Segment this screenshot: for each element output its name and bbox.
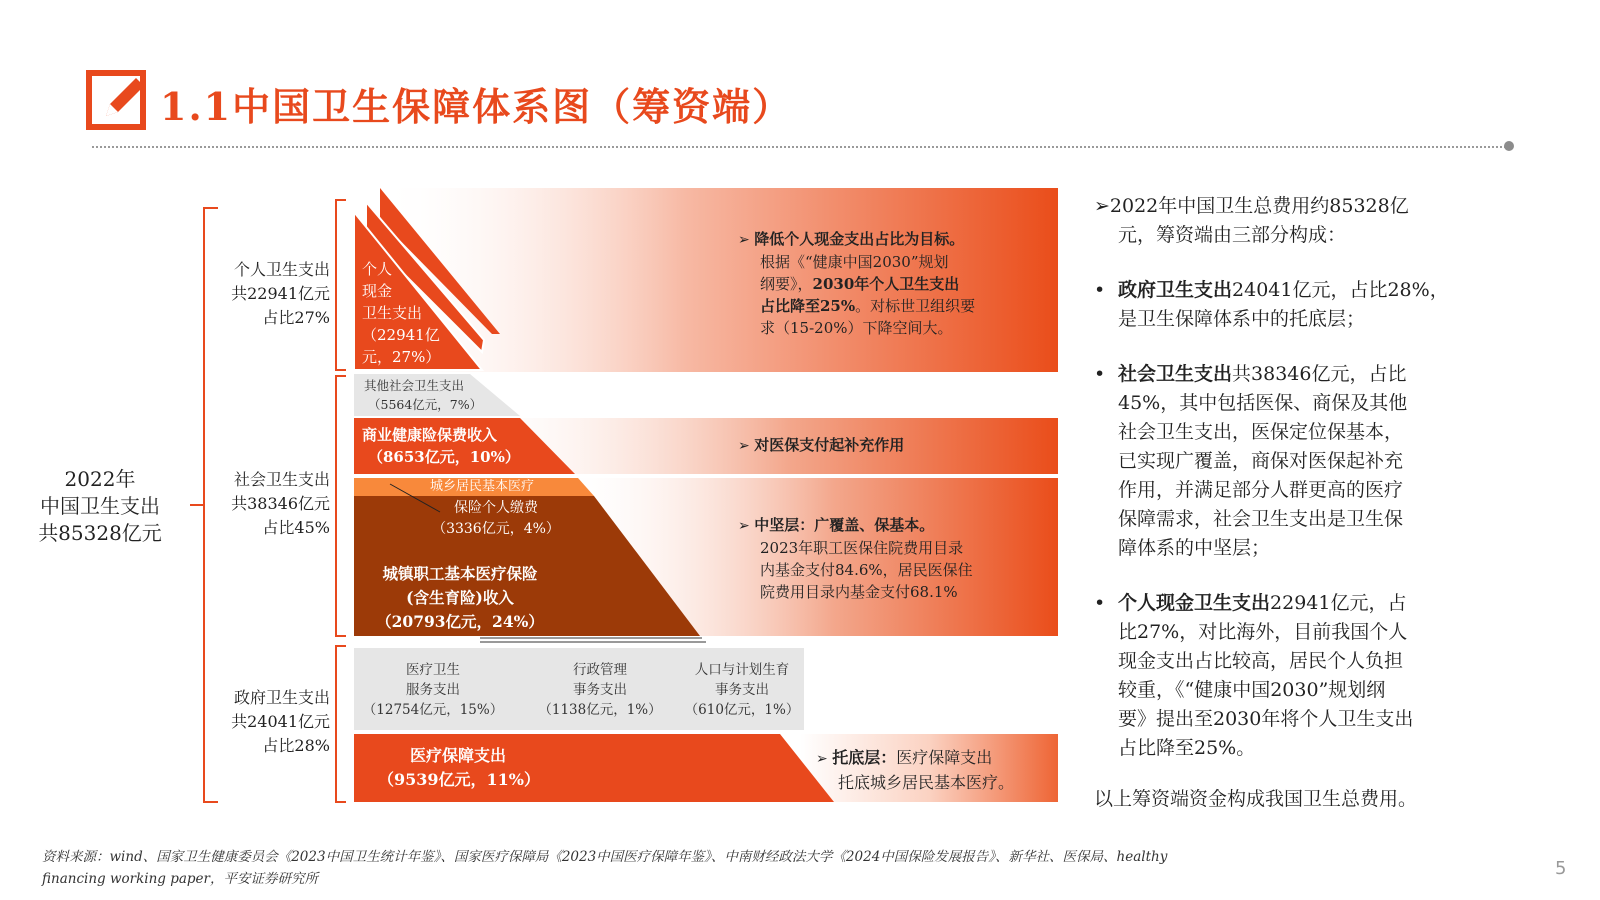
commercial-note: ➢ 对医保支付起补充作用 [738,436,905,454]
panel-item-government: • 政府卫生支出24041亿元，占比28%， 是卫生保障体系中的托底层； [1094,279,1449,330]
personal-contrib-text: 保险个人缴费 （3336亿元，4%） [432,500,560,537]
urban-rural-text: 城乡居民基本医疗 [430,479,535,494]
group-personal-label: 个人卫生支出 共22941亿元 占比27% [231,260,330,327]
backbone-note: ➢ 中坚层：广覆盖、保基本。 2023年职工医保住院费用目录 内基金支付84.6%，居民医保住 院费用目录内基金支付68.1% [738,516,973,601]
page-title: 1.1中国卫生保障体系图（筹资端） [160,84,793,129]
other-social-text: 其他社会卫生支出 （5564亿元，7%） [364,378,483,412]
arrow-bullet-icon: ➢ [1094,195,1110,217]
divider-dot [1504,141,1514,151]
gov-admin-text: 行政管理 事务支出 （1138亿元，1%） [538,662,662,718]
panel-item-personal: • 个人现金卫生支出22941亿元，占 比27%，对比海外，目前我国个人 现金支出占比较高，居民个人负担 较重，《“健康中国2030”规划纲 要》提出至2030年将个人卫生支出 占比降至25%。 [1094,592,1414,759]
root-label: 2022年 中国卫生支出 共85328亿元 [38,467,162,545]
panel-intro: ➢2022年中国卫生总费用约85328亿 元，筹资端由三部分构成： [1094,195,1409,246]
panel-conclusion: 以上筹资端资金构成我国卫生总费用。 [1094,788,1418,810]
arrow-bullet-icon: ➢ [816,751,833,767]
social-bracket [336,376,346,636]
gov-bracket [336,646,346,802]
arrow-bullet-icon: ➢ [738,232,755,248]
group-government-label: 政府卫生支出 共24041亿元 占比28% [231,688,330,755]
employee-text: 城镇职工基本医疗保险 (含生育险)收入 （20793亿元，24%） [376,564,544,631]
personal-bracket [336,200,346,370]
source-note: 资料来源：wind、国家卫生健康委员会《2023中国卫生统计年鉴》、国家医疗保障局《2023中国医疗保障年鉴》、中南财经政法大学《2024中国保险发展报告》、新华社、医保局、healthy financing working paper，平安证券研究所 [42,849,1168,887]
gov-medical-security-text: 医疗保障支出 （9539亿元，11%） [378,746,541,789]
summary-panel [1094,192,1494,814]
page-number: 5 [1555,858,1567,879]
gov-population-text: 人口与计划生育 事务支出 （610亿元，1%） [684,662,800,718]
commercial-text: 商业健康险保费收入 （8653亿元，10%） [362,426,520,466]
arrow-bullet-icon: ➢ [738,438,755,454]
group-social-label: 社会卫生支出 共38346亿元 占比45% [231,470,330,537]
personal-note: ➢ 降低个人现金支出占比为目标。 根据《“健康中国2030”规划 纲要》，2030年个人卫生支出 占比降至25%。对标世卫组织要 求（15-20%）下降空间大。 [738,230,976,337]
arrow-bullet-icon: ➢ [738,518,755,534]
panel-item-social: • 社会卫生支出共38346亿元，占比 45%，其中包括医保、商保及其他 社会卫生支出，医保定位保基本， 已实现广覆盖，商保对医保起补充 作用，并满足部分人群更高的医疗 保障需求，社会卫生支出是卫生保 障体系的中坚层； [1094,363,1408,559]
gov-medical-service-text: 医疗卫生 服务支出 （12754亿元，15%） [362,662,504,718]
base-note: ➢ 托底层：医疗保障支出 托底城乡居民基本医疗。 [816,748,1015,792]
personal-cash-text: 个人 现金 卫生支出 （22941亿 元，27%） [362,260,441,366]
